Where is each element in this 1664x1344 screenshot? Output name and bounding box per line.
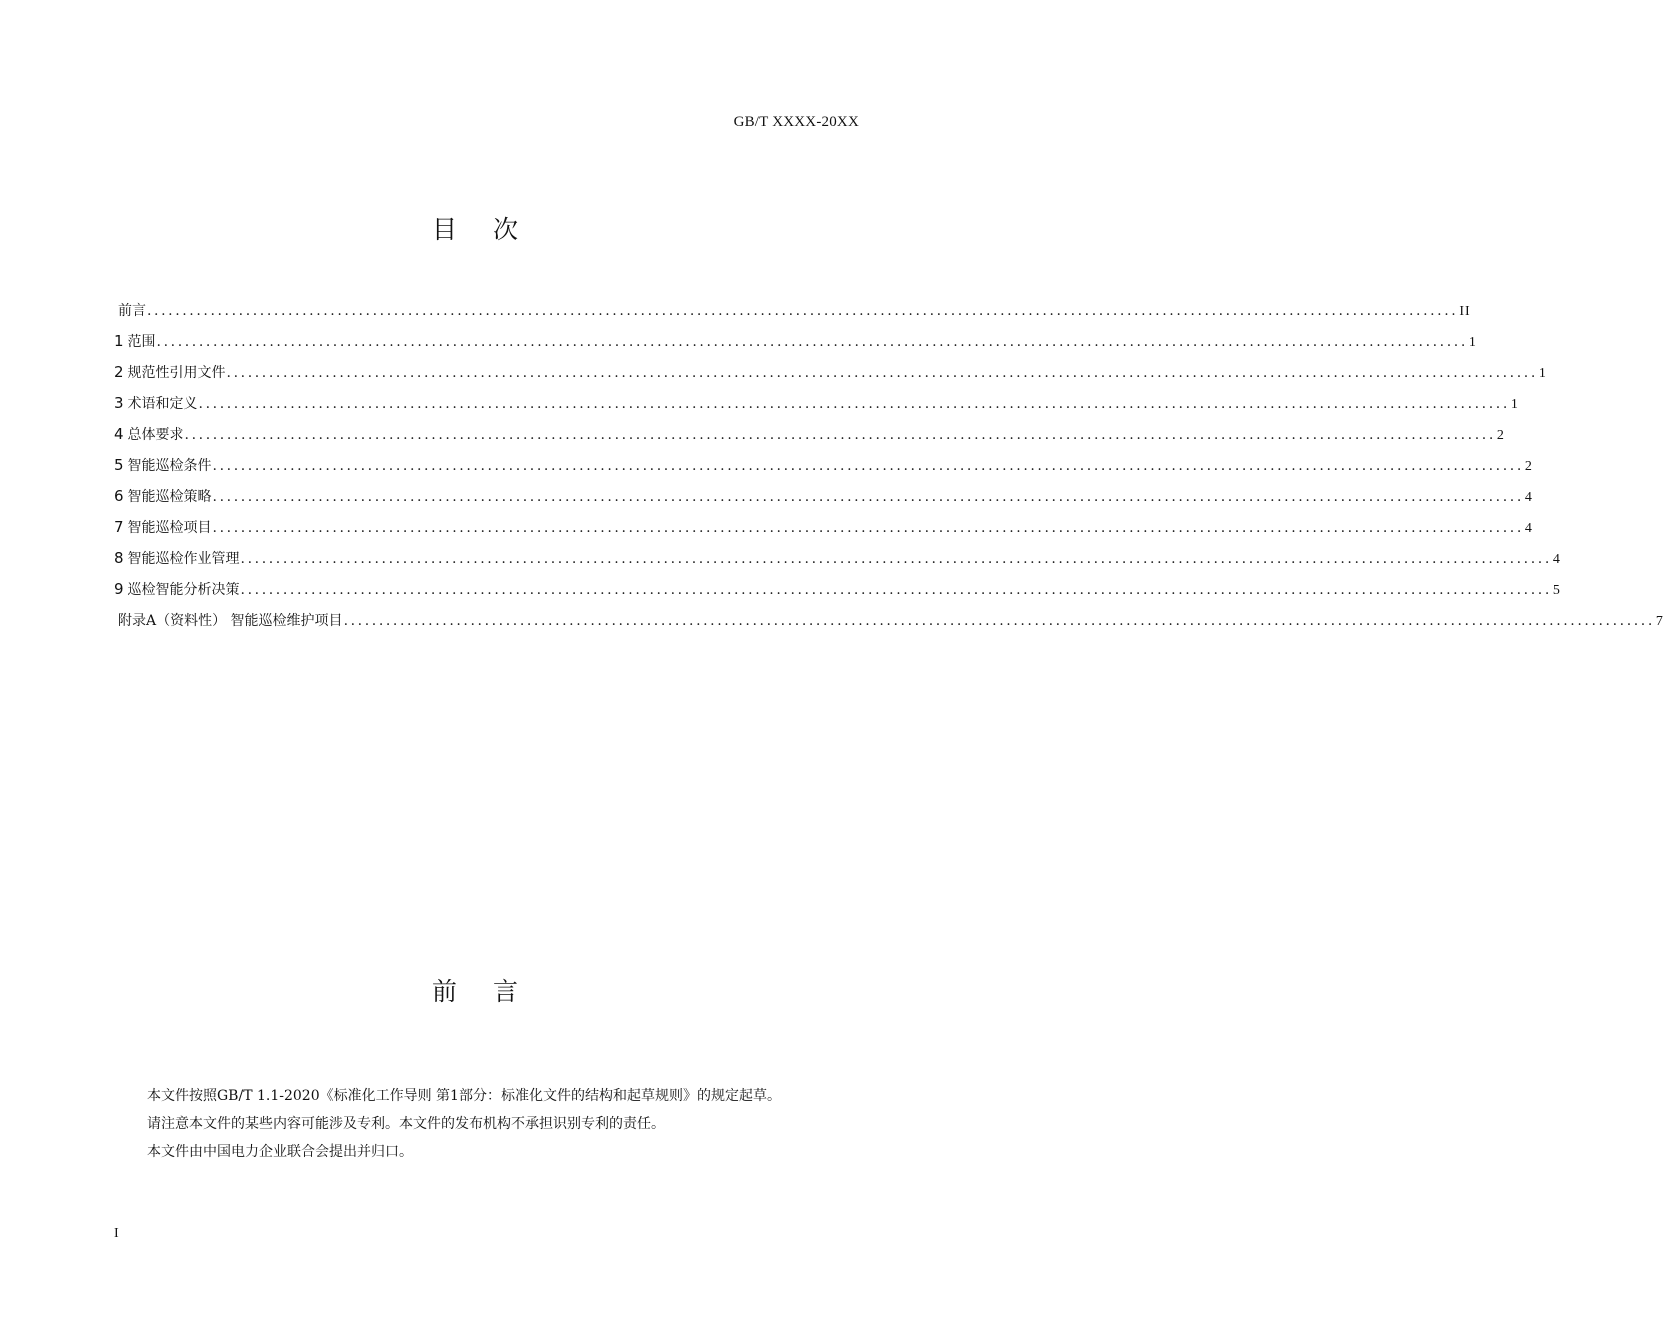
toc-entry-analysis-decision[interactable]	[114, 579, 1561, 610]
toc-entry-number: 1	[114, 332, 124, 350]
toc-entry-page: 5	[1552, 583, 1561, 598]
toc-entry-page: 1	[1468, 335, 1477, 350]
toc-entry-title: 智能巡检策略	[127, 489, 212, 505]
table-of-contents	[114, 300, 1664, 641]
page-number: I	[114, 1226, 119, 1241]
toc-entry-page: 4	[1524, 521, 1533, 536]
toc-entry-title: 智能巡检条件	[127, 458, 212, 474]
toc-dot-leader: ..........................................................................................................................................................................................	[226, 365, 1538, 381]
toc-entry-number: 5	[114, 456, 124, 474]
toc-dot-leader: ..........................................................................................................................................................................................	[198, 396, 1510, 412]
foreword-paragraph: 本文件按照GB/T 1.1-2020《标准化工作导则 第1部分：标准化文件的结构和起草规则》的规定起草。	[147, 1088, 781, 1104]
toc-entry-scope[interactable]	[114, 331, 1477, 362]
toc-entry-terms[interactable]	[114, 393, 1519, 424]
toc-dot-leader: ..........................................................................................................................................................................................	[147, 303, 1459, 319]
toc-entry-number: 6	[114, 487, 124, 505]
toc-dot-leader: ..........................................................................................................................................................................................	[184, 427, 1496, 443]
foreword-paragraph: 请注意本文件的某些内容可能涉及专利。本文件的发布机构不承担识别专利的责任。	[147, 1116, 665, 1132]
toc-entry-page: II	[1459, 304, 1471, 319]
toc-entry-number: 8	[114, 549, 124, 567]
toc-entry-page: 4	[1524, 490, 1533, 505]
toc-entry-inspection-conditions[interactable]	[114, 455, 1533, 486]
toc-entry-title: 范围	[127, 334, 156, 350]
toc-entry-title: 前言	[118, 303, 146, 319]
toc-entry-title: 规范性引用文件	[127, 365, 226, 381]
toc-entry-operation-management[interactable]	[114, 548, 1561, 579]
toc-entry-general-requirements[interactable]	[114, 424, 1505, 455]
toc-dot-leader: ..........................................................................................................................................................................................	[240, 551, 1552, 567]
toc-entry-title: 总体要求	[127, 427, 184, 443]
toc-entry-title: 术语和定义	[127, 396, 198, 412]
toc-entry-page: 7	[1655, 614, 1664, 629]
toc-entry-title: 智能巡检项目	[127, 520, 212, 536]
toc-dot-leader: ..........................................................................................................................................................................................	[156, 334, 1468, 350]
toc-entry-number: 9	[114, 580, 124, 598]
toc-entry-title: 巡检智能分析决策	[127, 582, 240, 598]
toc-entry-foreword[interactable]	[114, 300, 1471, 331]
toc-entry-page: 1	[1510, 397, 1519, 412]
toc-entry-appendix-a[interactable]	[114, 610, 1664, 641]
toc-dot-leader: ..........................................................................................................................................................................................	[212, 520, 1524, 536]
toc-title: 目 次	[432, 215, 532, 244]
toc-entry-inspection-items[interactable]	[114, 517, 1533, 548]
toc-entry-normative-references[interactable]	[114, 362, 1547, 393]
toc-entry-number: 2	[114, 363, 124, 381]
toc-dot-leader: ..........................................................................................................................................................................................	[343, 613, 1655, 629]
foreword-paragraph: 本文件由中国电力企业联合会提出并归口。	[147, 1144, 413, 1160]
toc-dot-leader: ..........................................................................................................................................................................................	[212, 458, 1524, 474]
foreword-body	[114, 1082, 860, 1166]
toc-entry-title: 智能巡检作业管理	[127, 551, 240, 567]
toc-dot-leader: ..........................................................................................................................................................................................	[240, 582, 1552, 598]
toc-entry-number: 7	[114, 518, 124, 536]
foreword-title: 前 言	[432, 977, 532, 1006]
toc-entry-page: 1	[1538, 366, 1547, 381]
standard-code: GB/T XXXX-20XX	[733, 114, 859, 130]
toc-entry-number: 3	[114, 394, 124, 412]
toc-entry-title: 附录A（资料性） 智能巡检维护项目	[118, 613, 343, 629]
toc-entry-page: 2	[1524, 459, 1533, 474]
toc-entry-page: 2	[1496, 428, 1505, 443]
toc-entry-page: 4	[1552, 552, 1561, 567]
toc-dot-leader: ..........................................................................................................................................................................................	[212, 489, 1524, 505]
toc-entry-number: 4	[114, 425, 124, 443]
toc-entry-inspection-strategy[interactable]	[114, 486, 1533, 517]
